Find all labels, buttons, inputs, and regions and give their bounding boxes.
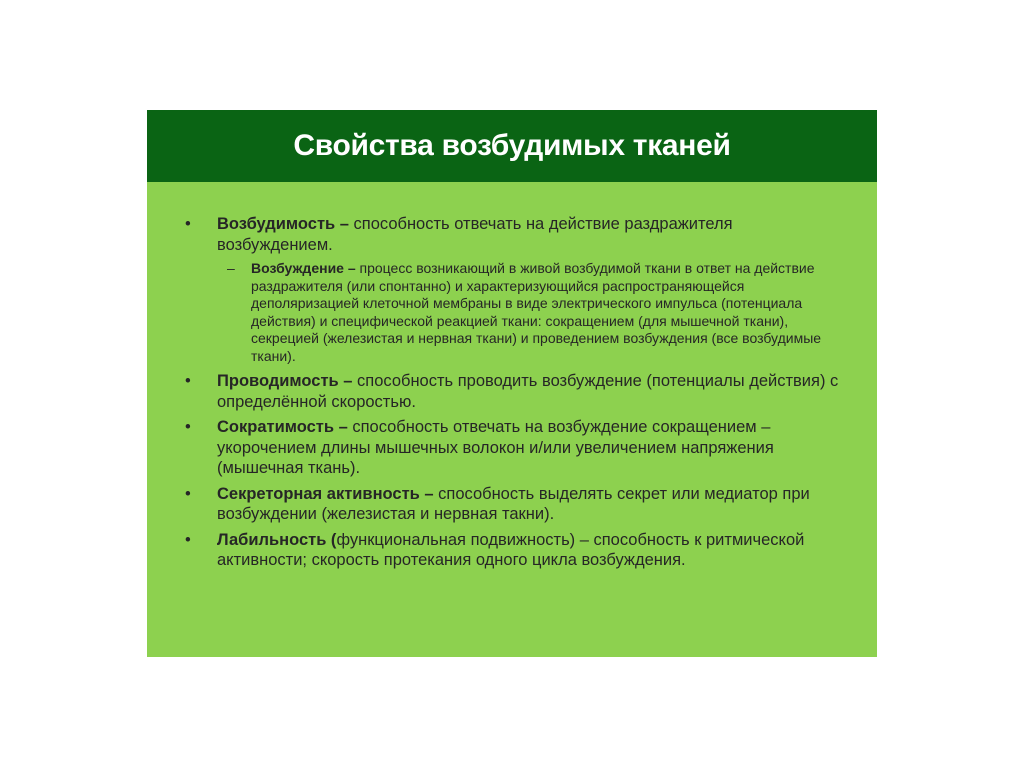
sub-marker: – [227, 260, 235, 276]
bullet-text: способность проводить возбуждение (потенциалы действия) с определённой скоростью. [217, 372, 839, 411]
bullet-item-conductivity [183, 371, 843, 412]
title-bar [147, 110, 877, 182]
bullet-text: способность отвечать на действие раздражителя возбуждением. [217, 215, 733, 254]
bullet-text: способность отвечать на возбуждение сокращением – укорочением длины мышечных волокон и/или увеличением напряжения (мышечная ткань). [217, 418, 774, 477]
bullet-marker: • [185, 215, 191, 233]
bullet-item-excitability [183, 214, 843, 255]
sub-item-excitation [183, 260, 843, 365]
bullet-term: Возбудимость – [217, 215, 349, 233]
bullet-marker: • [185, 530, 191, 549]
bullet-item-contractility [183, 417, 843, 479]
bullet-marker: • [185, 418, 191, 436]
bullet-term: Сократимость – [217, 418, 348, 436]
bullet-item-secretory-activity [183, 484, 843, 525]
slide-title: Свойства возбудимых тканей [293, 129, 731, 162]
bullet-text: способность выделять секрет или медиатор при возбуждении (железистая и нервная такни). [217, 484, 810, 523]
bullet-term: Проводимость – [217, 372, 353, 390]
sub-text: процесс возникающий в живой возбудимой ткани в ответ на действие раздражителя (или спонтанно) и характеризующийся распространяющейся деполяризацией клеточной мембраны в виде электрического импульса (потенциала действия) и специфической реакцией ткани: сокращением (для мышечной ткани), секрецией (железистая и нервная ткани) и проведением возбуждения (все возбудимые ткани). [251, 260, 822, 364]
slide [147, 110, 877, 657]
bullet-term: Лабильность ( [217, 530, 337, 549]
bullet-term: Секреторная активность – [217, 484, 434, 503]
bullet-list [183, 214, 843, 576]
bullet-item-lability [183, 530, 843, 571]
bullet-marker: • [185, 372, 191, 390]
bullet-marker: • [185, 484, 191, 503]
bullet-text: функциональная подвижность) – способность к ритмической активности; скорость протекания одного цикла возбуждения. [217, 530, 805, 569]
sub-term: Возбуждение – [251, 260, 356, 276]
